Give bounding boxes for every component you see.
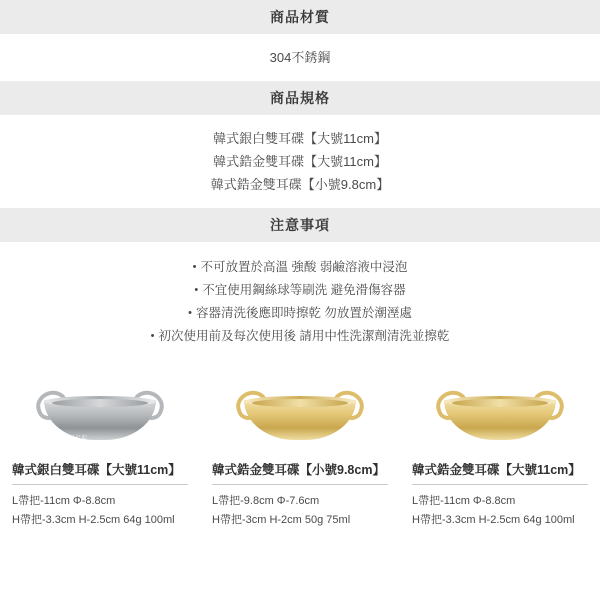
section-material: [0, 0, 600, 81]
product-image: [212, 372, 388, 450]
product-spec-line-2: H帶把-3.3cm H-2.5cm 64g 100ml: [12, 514, 175, 526]
bullet-icon: •: [194, 284, 199, 296]
bowl-inner: [52, 399, 148, 407]
product-title: 韓式鋯金雙耳碟【大號11cm】: [412, 456, 588, 485]
bowl-icon: [436, 386, 564, 444]
note-text: 初次使用前及每次使用後 請用中性洗潔劑清洗並擦乾: [158, 329, 450, 343]
product-card[interactable]: [200, 372, 400, 530]
product-image: [412, 372, 588, 450]
product-spec-line-2: H帶把-3cm H-2cm 50g 75ml: [212, 514, 351, 526]
material-value: 304不銹鋼: [269, 50, 331, 65]
watermark-text: SMILE HOUSE: [18, 434, 89, 444]
note-item: [0, 256, 600, 279]
product-card[interactable]: [0, 372, 200, 530]
note-item: [0, 279, 600, 302]
section-material-body: [0, 34, 600, 81]
bullet-icon: •: [188, 307, 192, 319]
note-item: [0, 302, 600, 325]
spec-item: 韓式鋯金雙耳碟【小號9.8cm】: [210, 177, 390, 192]
section-material-header: 商品材質: [0, 0, 600, 34]
section-spec-header: 商品規格: [0, 81, 600, 115]
product-gallery: [0, 358, 600, 530]
spec-item: 韓式鋯金雙耳碟【大號11cm】: [213, 154, 387, 169]
note-text: 容器清洗後應即時擦乾 勿放置於潮溼處: [195, 306, 412, 320]
product-title: 韓式銀白雙耳碟【大號11cm】: [12, 456, 188, 485]
section-notes-header: 注意事項: [0, 208, 600, 242]
product-title: 韓式鋯金雙耳碟【小號9.8cm】: [212, 456, 388, 485]
product-spec-line-1: L帶把-11cm Φ-8.8cm: [12, 495, 116, 507]
product-spec-line-1: L帶把-9.8cm Φ-7.6cm: [212, 495, 320, 507]
product-spec-line-2: H帶把-3.3cm H-2.5cm 64g 100ml: [412, 514, 575, 526]
section-notes: [0, 208, 600, 358]
product-card[interactable]: [400, 372, 600, 530]
note-text: 不可放置於高溫 強酸 弱鹼溶液中浸泡: [200, 260, 408, 274]
product-spec-line-1: L帶把-11cm Φ-8.8cm: [412, 495, 516, 507]
bowl-inner: [452, 399, 548, 407]
section-spec: [0, 81, 600, 208]
product-image: [12, 372, 188, 450]
bullet-icon: •: [150, 330, 155, 342]
bullet-icon: •: [192, 261, 197, 273]
bowl-inner: [252, 399, 348, 407]
bowl-icon: [236, 386, 364, 444]
note-item: [0, 325, 600, 348]
note-text: 不宜使用鋼絲球等刷洗 避免滑傷容器: [202, 283, 406, 297]
section-notes-body: [0, 242, 600, 358]
spec-item: 韓式銀白雙耳碟【大號11cm】: [213, 131, 387, 146]
section-spec-body: [0, 115, 600, 208]
